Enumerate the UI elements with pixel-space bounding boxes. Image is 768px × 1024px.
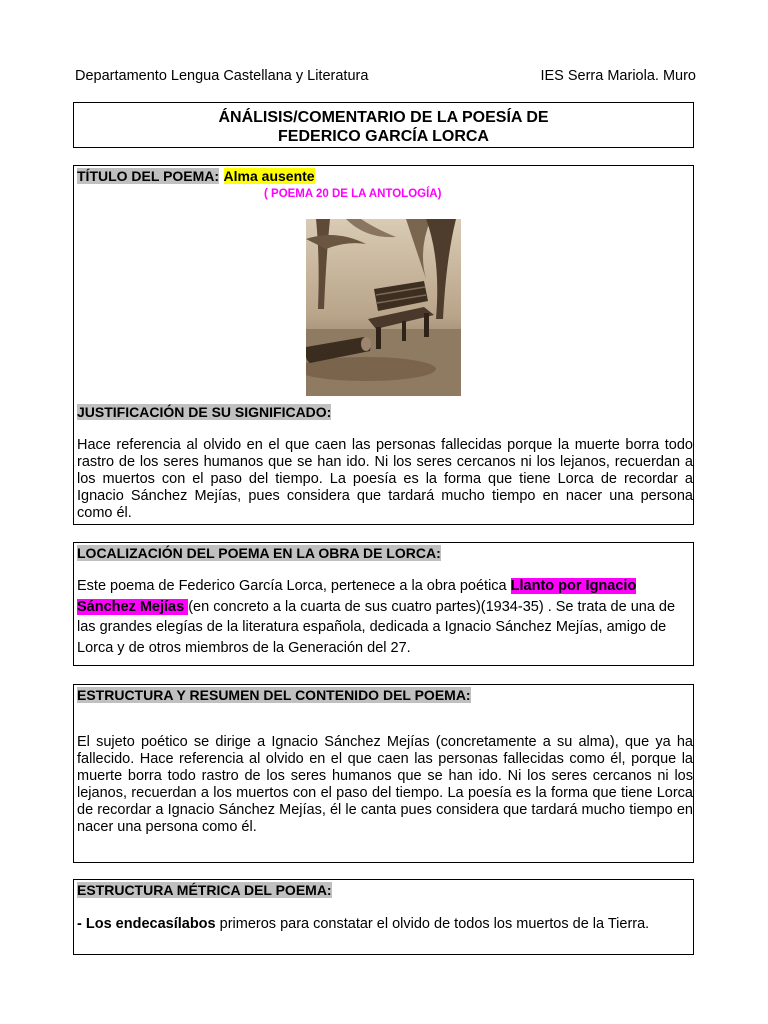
poem-title-value: Alma ausente — [223, 168, 315, 184]
department-name: Departamento Lengua Castellana y Literatura — [75, 68, 369, 84]
localization-text-after: (en concreto a la cuarta de sus cuatro partes)(1934-35) . Se trata de una de las grandes elegías de la literatura española, dedicada a Ignacio Sánchez Mejías, amigo de Lorca y de otros miembros de la Generación del 27. — [77, 598, 676, 656]
poem-title-row — [74, 166, 693, 185]
work-title: Llanto por Ignacio Sánchez Mejías — [77, 578, 637, 615]
structure-text: El sujeto poético se dirige a Ignacio Sánchez Mejías (concretamente a su alma), que ya ha fallecido. Hace referencia al olvido en el que caen las personas fallecidas como él, porque la muerte borra todo rastro de los seres humanos que se han ido. Ni los seres cercanos ni los lejanos, recuerdan a los muertos con el paso del tiempo. La poesía es la forma que tiene Lorca de recordar a Ignacio Sánchez Mejías, él le canta pues considera que tardará mucho tiempo en nacer una persona como él. — [77, 734, 693, 835]
structure-label-row — [74, 685, 693, 704]
metric-bold-part: - Los endecasílabos — [77, 916, 216, 932]
justification-text: Hace referencia al olvido en el que caen las personas fallecidas porque la muerte borra todo rastro de los seres humanos que se han ido. Ni los seres cercanos ni los lejanos, recuerdan a los muertos con el paso del tiempo. La poesía es la forma que tiene Lorca de recordar a Ignacio Sánchez Mejías, pues considera que tardará mucho tiempo en nacer una persona como él. — [77, 437, 693, 521]
document-title-line1: ÁNÁLISIS/COMENTARIO DE LA POESÍA DE — [218, 109, 549, 126]
metric-text-rest: primeros para constatar el olvido de todos los muertos de la Tierra. — [215, 916, 650, 932]
localization-label-row — [74, 543, 693, 562]
page-header — [75, 68, 696, 84]
metric-text — [77, 916, 693, 933]
document-title-box — [73, 102, 694, 148]
metric-label-row — [74, 880, 693, 899]
school-name: IES Serra Mariola. Muro — [540, 68, 696, 84]
structure-label: ESTRUCTURA Y RESUMEN DEL CONTENIDO DEL POEMA: — [77, 687, 471, 703]
localization-text-before: Este poema de Federico García Lorca, pertenece a la obra poética — [77, 578, 511, 594]
poem-title-section — [73, 165, 694, 525]
metric-label: ESTRUCTURA MÉTRICA DEL POEMA: — [77, 882, 332, 898]
bench-photo — [306, 219, 461, 396]
justification-label-row — [77, 404, 331, 422]
metric-section — [73, 879, 694, 955]
document-title-line2: FEDERICO GARCÍA LORCA — [278, 128, 489, 145]
localization-section — [73, 542, 694, 666]
poem-title-label: TÍTULO DEL POEMA: — [77, 168, 220, 184]
localization-label: LOCALIZACIÓN DEL POEMA EN LA OBRA DE LORCA: — [77, 545, 441, 561]
justification-label: JUSTIFICACIÓN DE SU SIGNIFICADO: — [77, 404, 332, 420]
structure-section — [73, 684, 694, 863]
anthology-note: ( POEMA 20 DE LA ANTOLOGÍA) — [264, 188, 442, 200]
localization-text — [77, 576, 677, 658]
